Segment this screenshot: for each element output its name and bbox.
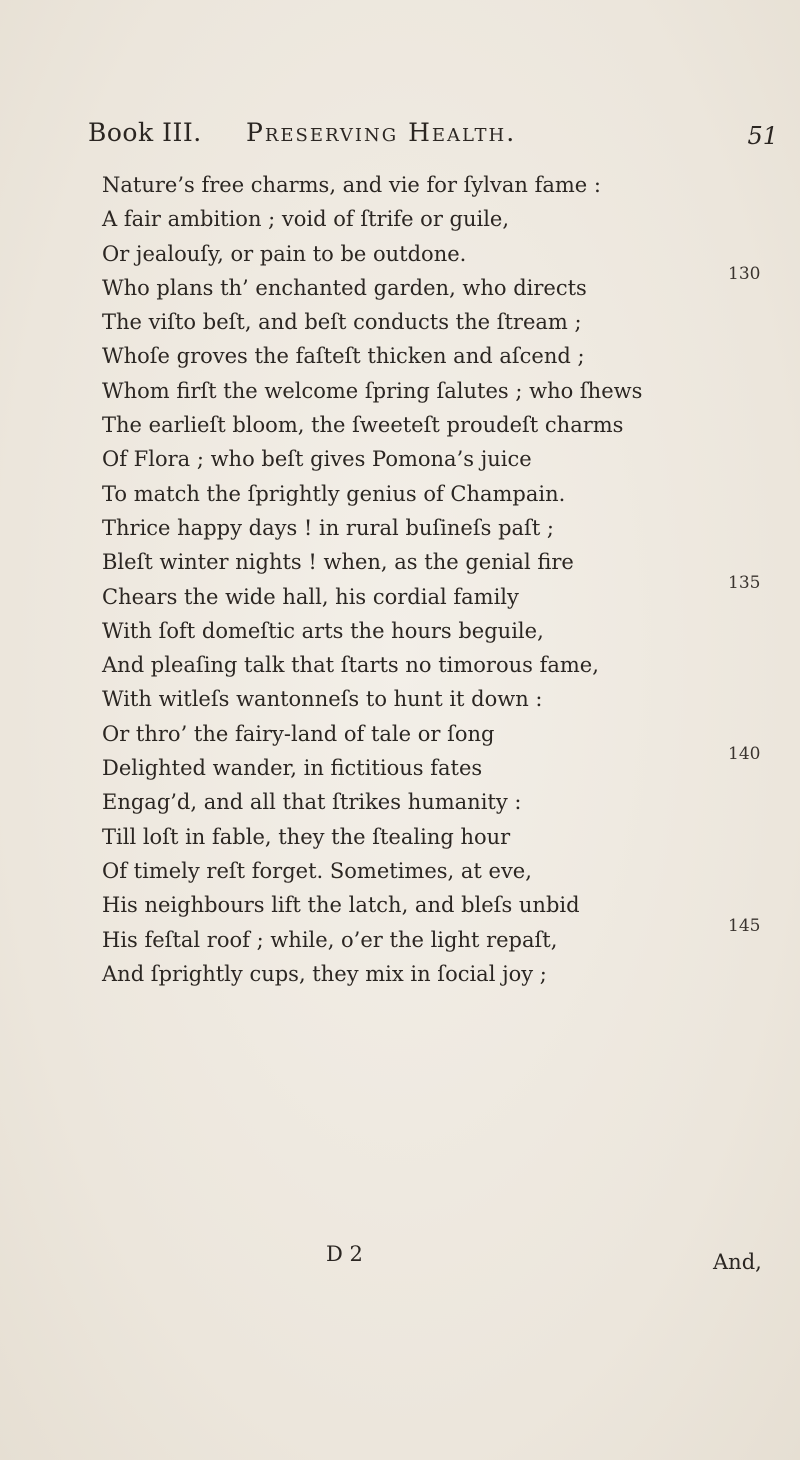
poem-line: Or thro’ the fairy-land of tale or ſong: [102, 721, 495, 746]
poem-line: Delighted wander, in fictitious fates: [102, 756, 483, 781]
poem-line: And pleaſing talk that ſtarts no timorous fame,: [102, 653, 599, 678]
line-number: 130: [728, 264, 761, 284]
poem-line: Who plans th’ enchanted garden, who directs: [102, 275, 587, 300]
line-number: 140: [728, 744, 761, 764]
poem-line: Chears the wide hall, his cordial family: [102, 584, 519, 609]
poem-line: Engag’d, and all that ſtrikes humanity :: [102, 790, 522, 815]
poem-line: Or jealouſy, or pain to be outdone.: [102, 241, 467, 266]
page-number: 51: [747, 122, 778, 150]
poem-line: Whom firſt the welcome ſpring ſalutes ; who ſhews: [102, 378, 643, 403]
poem-line: The viſto beſt, and beſt conducts the ſtream ;: [102, 310, 582, 335]
page-footer: [0, 1242, 800, 1282]
poem-line: The earlieſt bloom, the ſweeteſt proudeſt charms: [102, 413, 624, 438]
poem-line: His feſtal roof ; while, o’er the light repaſt,: [102, 927, 558, 952]
running-title: Preserving Health.: [246, 118, 517, 147]
line-number: 145: [728, 916, 761, 936]
line-number: 135: [728, 573, 761, 593]
poem-line: Bleſt winter nights ! when, as the genial fire: [102, 550, 574, 575]
poem-line: Of timely reſt forget. Sometimes, at eve,: [102, 858, 532, 883]
catchword: And,: [713, 1250, 762, 1274]
poem-line: Of Flora ; who beſt gives Pomona’s juice: [102, 447, 532, 472]
poem-line: To match the ſprightly genius of Champain.: [102, 481, 566, 506]
poem-line: With ſoft domeſtic arts the hours beguile,: [102, 618, 544, 643]
book-label: Book III.: [88, 118, 202, 147]
poem-line: Nature’s free charms, and vie for ſylvan fame :: [102, 173, 601, 197]
poem-line: Whoſe groves the faſteſt thicken and aſcend ;: [102, 344, 585, 369]
poem-line: A fair ambition ; void of ſtrife or guile,: [102, 207, 510, 232]
poem-text: [102, 168, 702, 991]
poem-line: His neighbours lift the latch, and bleſs unbid: [102, 893, 580, 918]
poem-line: And ſprightly cups, they mix in ſocial joy ;: [102, 961, 547, 986]
poem-line: Till loſt in fable, they the ſtealing hour: [102, 824, 511, 849]
page-header: [88, 118, 778, 158]
poem-line: With witleſs wantonneſs to hunt it down :: [102, 687, 543, 712]
poem-line: Thrice happy days ! in rural buſineſs paſt ;: [102, 515, 555, 540]
signature-mark: D 2: [326, 1242, 363, 1266]
